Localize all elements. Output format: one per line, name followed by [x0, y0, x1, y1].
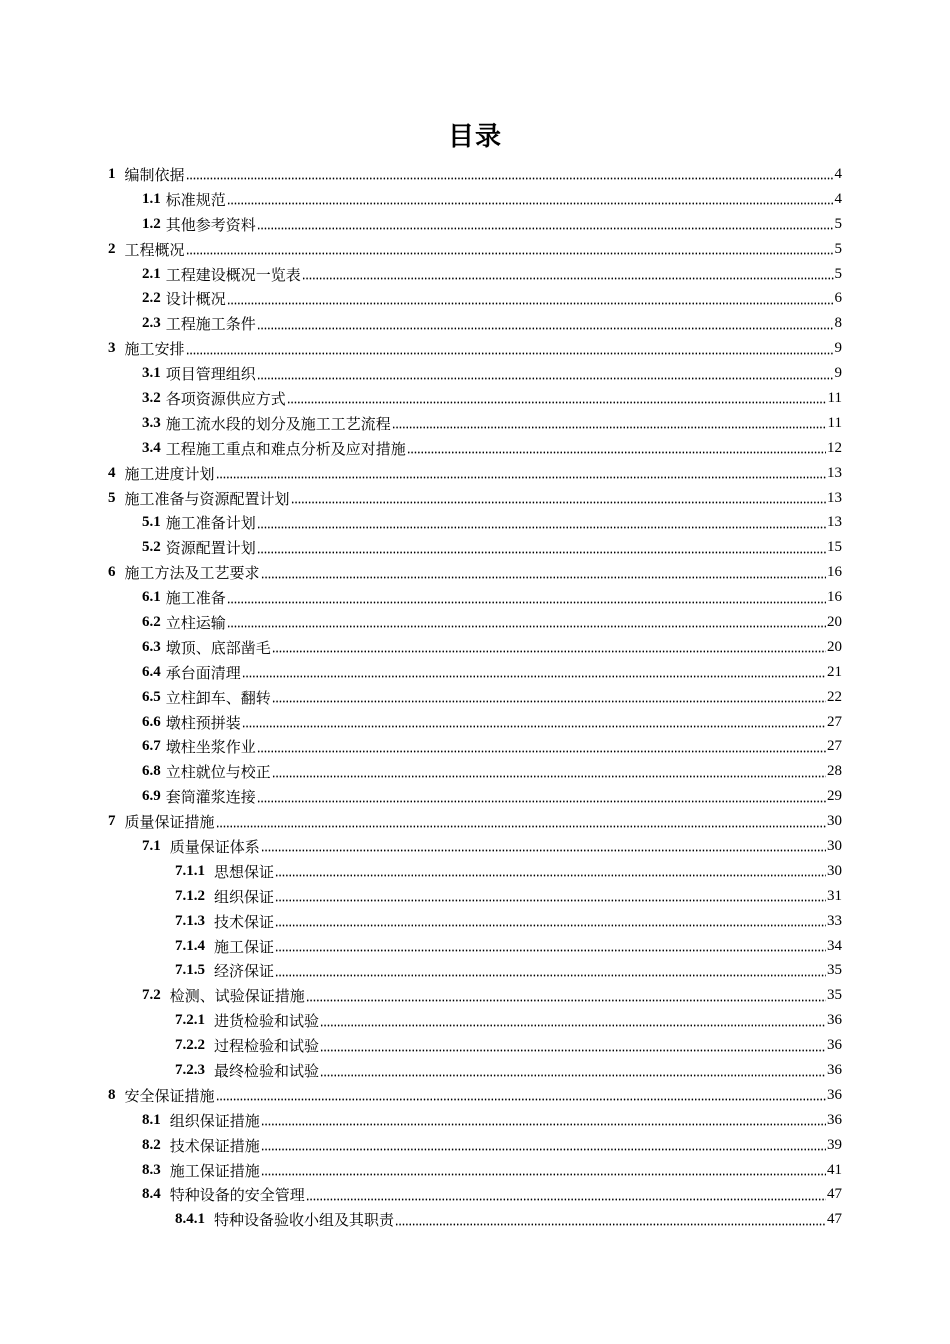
- toc-entry[interactable]: [108, 859, 842, 884]
- dot-leader: [261, 1136, 826, 1154]
- toc-entry-page-number: 29: [827, 788, 842, 805]
- toc-entry-page-number: 39: [827, 1136, 842, 1153]
- toc-entry-title: 工程概况: [124, 242, 185, 259]
- toc-entry-page-number: 4: [834, 165, 842, 182]
- toc-entry-number: 6.3: [142, 638, 161, 655]
- toc-entry-number: 8.3: [142, 1161, 161, 1178]
- dot-leader: [275, 887, 826, 905]
- toc-entry-title: 特种设备的安全管理: [169, 1188, 305, 1205]
- dot-leader: [306, 1186, 826, 1204]
- toc-entry-page-number: 15: [827, 539, 842, 556]
- toc-entry-page-number: 5: [834, 265, 842, 282]
- toc-entry-title: 技术保证: [214, 914, 275, 931]
- toc-entry[interactable]: [108, 535, 842, 560]
- dot-leader: [320, 1012, 826, 1030]
- toc-entry[interactable]: [108, 784, 842, 809]
- toc-entry[interactable]: [108, 585, 842, 610]
- toc-entry-title: 技术保证措施: [169, 1138, 260, 1155]
- toc-entry[interactable]: [108, 510, 842, 535]
- toc-entry-title: 标准规范: [165, 192, 226, 209]
- toc-entry-page-number: 47: [827, 1186, 842, 1203]
- toc-entry-number: 7.1.3: [175, 912, 205, 929]
- toc-entry-number: 8.4.1: [175, 1211, 205, 1228]
- toc-entry-page-number: 5: [834, 215, 842, 232]
- toc-entry-page-number: 5: [834, 240, 842, 257]
- toc-entry-title: 施工方法及工艺要求: [124, 566, 260, 583]
- dot-leader: [257, 315, 834, 333]
- toc-entry-number: 3.1: [142, 365, 161, 382]
- toc-entry[interactable]: [108, 1133, 842, 1158]
- toc-entry-number: 1: [108, 165, 116, 182]
- toc-entry-page-number: 22: [827, 688, 842, 705]
- toc-entry-page-number: 16: [827, 589, 842, 606]
- toc-entry-title: 施工准备与资源配置计划: [124, 491, 290, 508]
- toc-entry-title: 立柱就位与校正: [165, 765, 271, 782]
- toc-entry-number: 6.9: [142, 788, 161, 805]
- toc-entry-number: 7.1: [142, 837, 161, 854]
- toc-entry-number: 8.1: [142, 1111, 161, 1128]
- toc-entry-number: 7.1.1: [175, 862, 205, 879]
- toc-entry[interactable]: [108, 560, 842, 585]
- page-title: 目录: [447, 122, 502, 151]
- dot-leader: [257, 539, 826, 557]
- dot-leader: [407, 439, 826, 457]
- toc-entry[interactable]: [108, 734, 842, 759]
- toc-entry[interactable]: [108, 162, 842, 187]
- toc-entry[interactable]: [108, 610, 842, 635]
- toc-entry-number: 2: [108, 240, 116, 257]
- toc-entry-page-number: 13: [827, 514, 842, 531]
- toc-entry[interactable]: [108, 959, 842, 984]
- toc-entry-page-number: 27: [827, 738, 842, 755]
- toc-entry[interactable]: [108, 262, 842, 287]
- toc-entry-number: 7.2: [142, 987, 161, 1004]
- toc-entry-number: 7: [108, 813, 116, 830]
- toc-entry-number: 3.2: [142, 389, 161, 406]
- toc-entry[interactable]: [108, 1083, 842, 1108]
- toc-entry-title: 施工准备计划: [165, 516, 256, 533]
- dot-leader: [272, 688, 826, 706]
- toc-entry-number: 6.8: [142, 763, 161, 780]
- toc-entry-page-number: 20: [827, 638, 842, 655]
- toc-entry-page-number: 13: [827, 489, 842, 506]
- toc-entry[interactable]: [108, 983, 842, 1008]
- toc-entry[interactable]: [108, 361, 842, 386]
- toc-entry-page-number: 12: [827, 439, 842, 456]
- toc-entry-page-number: 47: [827, 1211, 842, 1228]
- dot-leader: [320, 1062, 826, 1080]
- toc-entry[interactable]: [108, 1183, 842, 1208]
- toc-entry[interactable]: [108, 436, 842, 461]
- dot-leader: [227, 290, 834, 308]
- toc-entry-number: 3.3: [142, 414, 161, 431]
- toc-entry-number: 6.6: [142, 713, 161, 730]
- toc-entry-page-number: 36: [827, 1012, 842, 1029]
- toc-entry-title: 施工安排: [124, 342, 185, 359]
- dot-leader: [272, 763, 826, 781]
- dot-leader: [320, 1037, 826, 1055]
- toc-entry-page-number: 20: [827, 613, 842, 630]
- toc-entry-number: 5: [108, 489, 116, 506]
- toc-entry-number: 8.4: [142, 1186, 161, 1203]
- toc-entry[interactable]: [108, 1108, 842, 1133]
- toc-entry-page-number: 30: [827, 813, 842, 830]
- toc-entry[interactable]: [108, 486, 842, 511]
- dot-leader: [306, 987, 826, 1005]
- toc-entry-title: 施工流水段的划分及施工工艺流程: [165, 416, 391, 433]
- dot-leader: [257, 738, 826, 756]
- toc-entry-page-number: 11: [827, 414, 842, 431]
- dot-leader: [242, 663, 826, 681]
- toc-entry[interactable]: [108, 1207, 842, 1232]
- toc-entry[interactable]: [108, 759, 842, 784]
- toc-entry-title: 墩柱坐浆作业: [165, 740, 256, 757]
- toc-entry-title: 墩顶、底部凿毛: [165, 640, 271, 657]
- toc-entry[interactable]: [108, 934, 842, 959]
- toc-entry-number: 7.1.4: [175, 937, 205, 954]
- toc-entry-page-number: 36: [827, 1086, 842, 1103]
- toc-entry[interactable]: [108, 809, 842, 834]
- toc-entry-title: 组织保证: [214, 889, 275, 906]
- dot-leader: [257, 215, 834, 233]
- dot-leader: [261, 837, 826, 855]
- toc-entry-title: 检测、试验保证措施: [169, 989, 305, 1006]
- toc-entry-number: 2.3: [142, 315, 161, 332]
- toc-entry[interactable]: [108, 1058, 842, 1083]
- toc-entry-title: 施工准备: [165, 591, 226, 608]
- toc-entry-title: 过程检验和试验: [214, 1039, 320, 1056]
- toc-entry-page-number: 4: [834, 190, 842, 207]
- dot-leader: [242, 713, 826, 731]
- dot-leader: [257, 365, 834, 383]
- toc-entry-title: 编制依据: [124, 167, 185, 184]
- toc-entry[interactable]: [108, 286, 842, 311]
- toc-entry-page-number: 30: [827, 862, 842, 879]
- toc-entry[interactable]: [108, 884, 842, 909]
- toc-entry-title: 施工保证措施: [169, 1163, 260, 1180]
- toc-entry-number: 6.7: [142, 738, 161, 755]
- toc-entry-title: 最终检验和试验: [214, 1064, 320, 1080]
- dot-leader: [275, 962, 826, 980]
- toc-entry-page-number: 21: [827, 663, 842, 680]
- toc-entry-title: 质量保证体系: [169, 839, 260, 856]
- toc-entry[interactable]: [108, 909, 842, 934]
- toc-entry[interactable]: [108, 411, 842, 436]
- toc-entry-title: 各项资源供应方式: [165, 391, 286, 408]
- toc-entry-number: 8.2: [142, 1136, 161, 1153]
- dot-leader: [227, 190, 834, 208]
- toc-entry-title: 工程施工重点和难点分析及应对措施: [165, 441, 406, 458]
- toc-entry[interactable]: [108, 187, 842, 212]
- toc-entry-title: 经济保证: [214, 964, 275, 981]
- toc-entry-page-number: 36: [827, 1062, 842, 1078]
- toc-entry[interactable]: [108, 386, 842, 411]
- toc-entry[interactable]: [108, 1158, 842, 1183]
- toc-entry-number: 6.1: [142, 589, 161, 606]
- toc-entry-page-number: 6: [834, 290, 842, 307]
- toc-entry-title: 特种设备验收小组及其职责: [214, 1213, 395, 1230]
- toc-entry-title: 立柱卸车、翻转: [165, 690, 271, 707]
- toc-entry-page-number: 13: [827, 464, 842, 481]
- toc-entry-number: 5.1: [142, 514, 161, 531]
- toc-entry-page-number: 41: [827, 1161, 842, 1178]
- toc-entry-title: 施工进度计划: [124, 466, 215, 483]
- toc-entry-page-number: 35: [827, 962, 842, 979]
- toc-entry-number: 8: [108, 1086, 116, 1103]
- toc-entry[interactable]: [108, 834, 842, 859]
- toc-entry-title: 质量保证措施: [124, 815, 215, 832]
- toc-entry-page-number: 35: [827, 987, 842, 1004]
- toc-entry[interactable]: [108, 635, 842, 660]
- toc-entry-number: 6: [108, 564, 116, 581]
- toc-entry-number: 7.2.3: [175, 1062, 205, 1078]
- dot-leader: [257, 788, 826, 806]
- dot-leader: [216, 464, 826, 482]
- toc-entry-number: 2.2: [142, 290, 161, 307]
- toc-entry[interactable]: [108, 461, 842, 486]
- toc-entry-page-number: 16: [827, 564, 842, 581]
- toc-entry-page-number: 31: [827, 887, 842, 904]
- dot-leader: [216, 813, 826, 831]
- toc-entry-number: 7.2.2: [175, 1037, 205, 1054]
- toc-entry-title: 其他参考资料: [165, 217, 256, 234]
- toc-entry-number: 7.1.5: [175, 962, 205, 979]
- toc-entry[interactable]: [108, 660, 842, 685]
- toc-entry-page-number: 28: [827, 763, 842, 780]
- toc-entry-number: 7.2.1: [175, 1012, 205, 1029]
- dot-leader: [186, 340, 834, 358]
- dot-leader: [186, 240, 834, 258]
- toc-entry-title: 资源配置计划: [165, 541, 256, 558]
- toc-entry-title: 安全保证措施: [124, 1088, 215, 1105]
- dot-leader: [275, 912, 826, 930]
- toc-entry[interactable]: [108, 237, 842, 262]
- dot-leader: [275, 937, 826, 955]
- toc-entry-page-number: 27: [827, 713, 842, 730]
- dot-leader: [227, 589, 826, 607]
- toc-entry-number: 2.1: [142, 265, 161, 282]
- toc-entry-page-number: 34: [827, 937, 842, 954]
- toc-entry[interactable]: [108, 212, 842, 237]
- toc-entry[interactable]: [108, 710, 842, 735]
- toc-entry-title: 进货检验和试验: [214, 1014, 320, 1031]
- toc-entry-page-number: 33: [827, 912, 842, 929]
- toc-entry-page-number: 9: [834, 340, 842, 357]
- toc-entry-page-number: 36: [827, 1037, 842, 1054]
- toc-entry[interactable]: [108, 1033, 842, 1058]
- toc-entry-page-number: 9: [834, 365, 842, 382]
- dot-leader: [392, 414, 827, 432]
- toc-entry-page-number: 30: [827, 837, 842, 854]
- toc-entry-title: 墩柱预拼装: [165, 715, 241, 732]
- toc-entry-title: 项目管理组织: [165, 367, 256, 384]
- toc-entry-page-number: 8: [834, 315, 842, 332]
- toc-entry-title: 立柱运输: [165, 615, 226, 632]
- toc-entry[interactable]: [108, 1008, 842, 1033]
- toc-entry-number: 6.2: [142, 613, 161, 630]
- dot-leader: [395, 1211, 826, 1229]
- dot-leader: [216, 1086, 826, 1104]
- toc-entry-title: 工程施工条件: [165, 317, 256, 334]
- toc-entry-title: 承台面清理: [165, 665, 241, 682]
- dot-leader: [227, 613, 826, 631]
- dot-leader: [261, 564, 826, 582]
- toc-entry-page-number: 11: [827, 389, 842, 406]
- dot-leader: [291, 489, 826, 507]
- toc-entry-number: 3.4: [142, 439, 161, 456]
- dot-leader: [287, 389, 827, 407]
- toc-entry-title: 施工保证: [214, 939, 275, 956]
- dot-leader: [257, 514, 826, 532]
- toc-entry-title: 设计概况: [165, 292, 226, 309]
- toc-entry-title: 思想保证: [214, 864, 275, 881]
- dot-leader: [261, 1161, 826, 1179]
- dot-leader: [302, 265, 834, 283]
- toc-entry-number: 6.4: [142, 663, 161, 680]
- toc-entry-number: 3: [108, 340, 116, 357]
- dot-leader: [261, 1111, 826, 1129]
- toc-entry-title: 套筒灌浆连接: [165, 790, 256, 807]
- toc-entry[interactable]: [108, 685, 842, 710]
- toc-entry-number: 7.1.2: [175, 887, 205, 904]
- dot-leader: [186, 165, 834, 183]
- toc-entry-page-number: 36: [827, 1111, 842, 1128]
- dot-leader: [275, 862, 826, 880]
- table-of-contents: [108, 162, 842, 1232]
- toc-entry[interactable]: [108, 311, 842, 336]
- dot-leader: [272, 638, 826, 656]
- toc-entry-number: 1.1: [142, 190, 161, 207]
- toc-entry-title: 工程建设概况一览表: [165, 267, 301, 284]
- toc-entry-number: 4: [108, 464, 116, 481]
- toc-entry-number: 1.2: [142, 215, 161, 232]
- toc-entry[interactable]: [108, 336, 842, 361]
- toc-entry-title: 组织保证措施: [169, 1113, 260, 1130]
- toc-entry-number: 6.5: [142, 688, 161, 705]
- toc-entry-number: 5.2: [142, 539, 161, 556]
